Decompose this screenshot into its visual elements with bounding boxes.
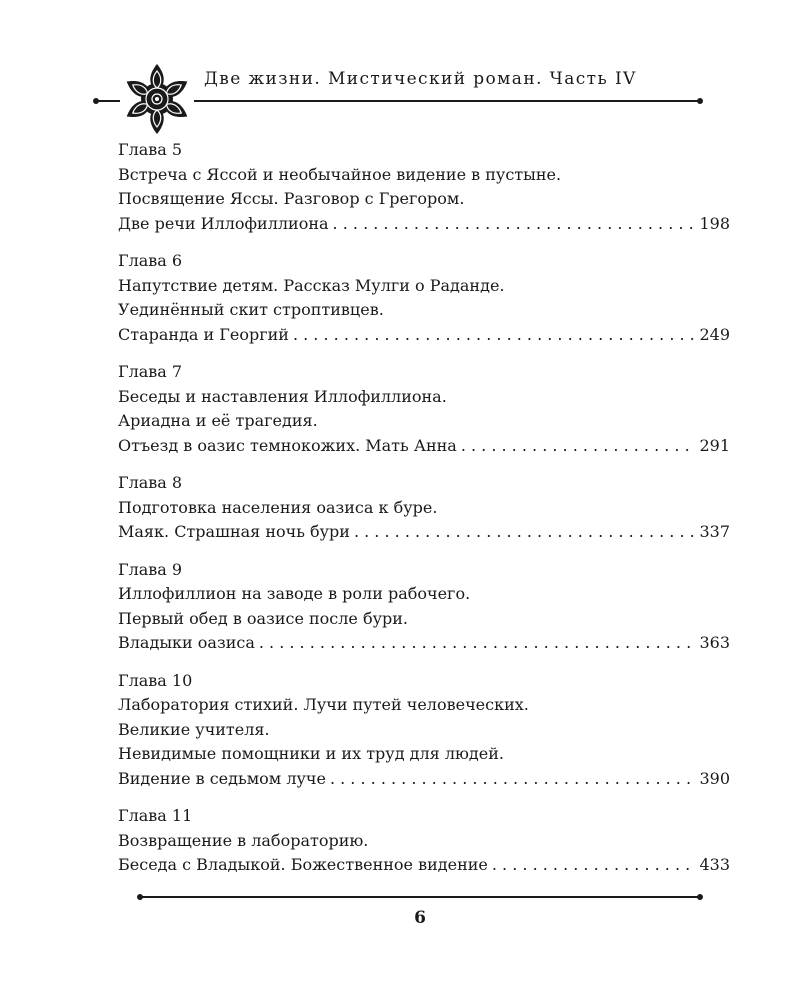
chapter-label: Глава 8: [118, 473, 183, 492]
page-number: 6: [414, 908, 426, 928]
entry-title: Старанда и Георгий: [118, 324, 289, 344]
header-rule-left-dot: [93, 98, 99, 104]
chapter-description-line: Невидимые помощники и их труд для людей.: [118, 744, 504, 763]
table-of-contents: [118, 138, 730, 891]
chapter-description-line: Уединённый скит строптивцев.: [118, 300, 384, 319]
chapter-description-line: Ариадна и её трагедия.: [118, 411, 318, 430]
dot-leader: [354, 520, 696, 545]
toc-chapter: [118, 669, 730, 792]
footer-rule: [140, 896, 700, 898]
lotus-ornament-icon: [120, 62, 194, 136]
entry-page-number: 433: [699, 855, 730, 874]
entry-title: Видение в седьмом луче: [118, 768, 326, 788]
toc-chapter: [118, 360, 730, 458]
chapter-label: Глава 9: [118, 559, 183, 579]
entry-title: Маяк. Страшная ночь бури: [118, 522, 350, 541]
dot-leader: [492, 853, 696, 878]
toc-chapter: [118, 138, 730, 236]
chapter-description-line: Лаборатория стихий. Лучи путей человеческих.: [118, 695, 529, 714]
entry-page-number: 390: [699, 768, 730, 788]
toc-entry: [118, 520, 730, 545]
dot-leader: [259, 631, 696, 656]
entry-page-number: 249: [699, 324, 730, 344]
footer-rule-left-dot: [137, 894, 143, 900]
chapter-description-line: Возвращение в лабораторию.: [118, 830, 369, 850]
chapter-label: Глава 5: [118, 140, 183, 159]
chapter-description-line: Подготовка населения оазиса к буре.: [118, 497, 438, 517]
chapter-label: Глава 7: [118, 362, 183, 381]
toc-chapter: [118, 471, 730, 545]
dot-leader: [293, 323, 696, 348]
toc-chapter: [118, 249, 730, 347]
chapter-description-line: Встреча с Яссой и необычайное видение в пустыне.: [118, 164, 562, 184]
footer-rule-right-dot: [697, 894, 703, 900]
chapter-description-line: Посвящение Яссы. Разговор с Грегором.: [118, 189, 465, 208]
entry-title: Две речи Иллофиллиона: [118, 213, 329, 233]
toc-entry: [118, 767, 730, 792]
chapter-label: Глава 6: [118, 251, 183, 270]
chapter-description-line: Напутствие детям. Рассказ Мулги о Раданде.: [118, 275, 505, 295]
entry-title: Беседа с Владыкой. Божественное видение: [118, 855, 488, 874]
chapter-description-line: Первый обед в оазисе после бури.: [118, 608, 409, 628]
page-footer: [140, 890, 700, 930]
entry-page-number: 337: [699, 522, 730, 541]
entry-title: Владыки оазиса: [118, 633, 255, 652]
toc-chapter: [118, 558, 730, 656]
toc-entry: [118, 323, 730, 348]
toc-entry: [118, 212, 730, 237]
entry-page-number: 291: [699, 435, 730, 455]
book-title: Две жизни. Мистический роман. Часть IV: [204, 69, 637, 89]
chapter-description-line: Беседы и наставления Иллофиллиона.: [118, 386, 447, 406]
entry-page-number: 363: [699, 633, 730, 652]
dot-leader: [461, 434, 696, 459]
dot-leader: [330, 767, 696, 792]
toc-entry: [118, 853, 730, 878]
toc-entry: [118, 631, 730, 656]
entry-title: Отъезд в оазис темнокожих. Мать Анна: [118, 435, 457, 455]
toc-entry: [118, 434, 730, 459]
toc-chapter: [118, 804, 730, 878]
dot-leader: [333, 212, 696, 237]
chapter-label: Глава 11: [118, 806, 193, 825]
header-rule-right-dot: [697, 98, 703, 104]
entry-page-number: 198: [699, 213, 730, 233]
running-header: [96, 58, 700, 118]
chapter-label: Глава 10: [118, 670, 193, 690]
chapter-description-line: Великие учителя.: [118, 719, 270, 739]
chapter-description-line: Иллофиллион на заводе в роли рабочего.: [118, 584, 471, 603]
